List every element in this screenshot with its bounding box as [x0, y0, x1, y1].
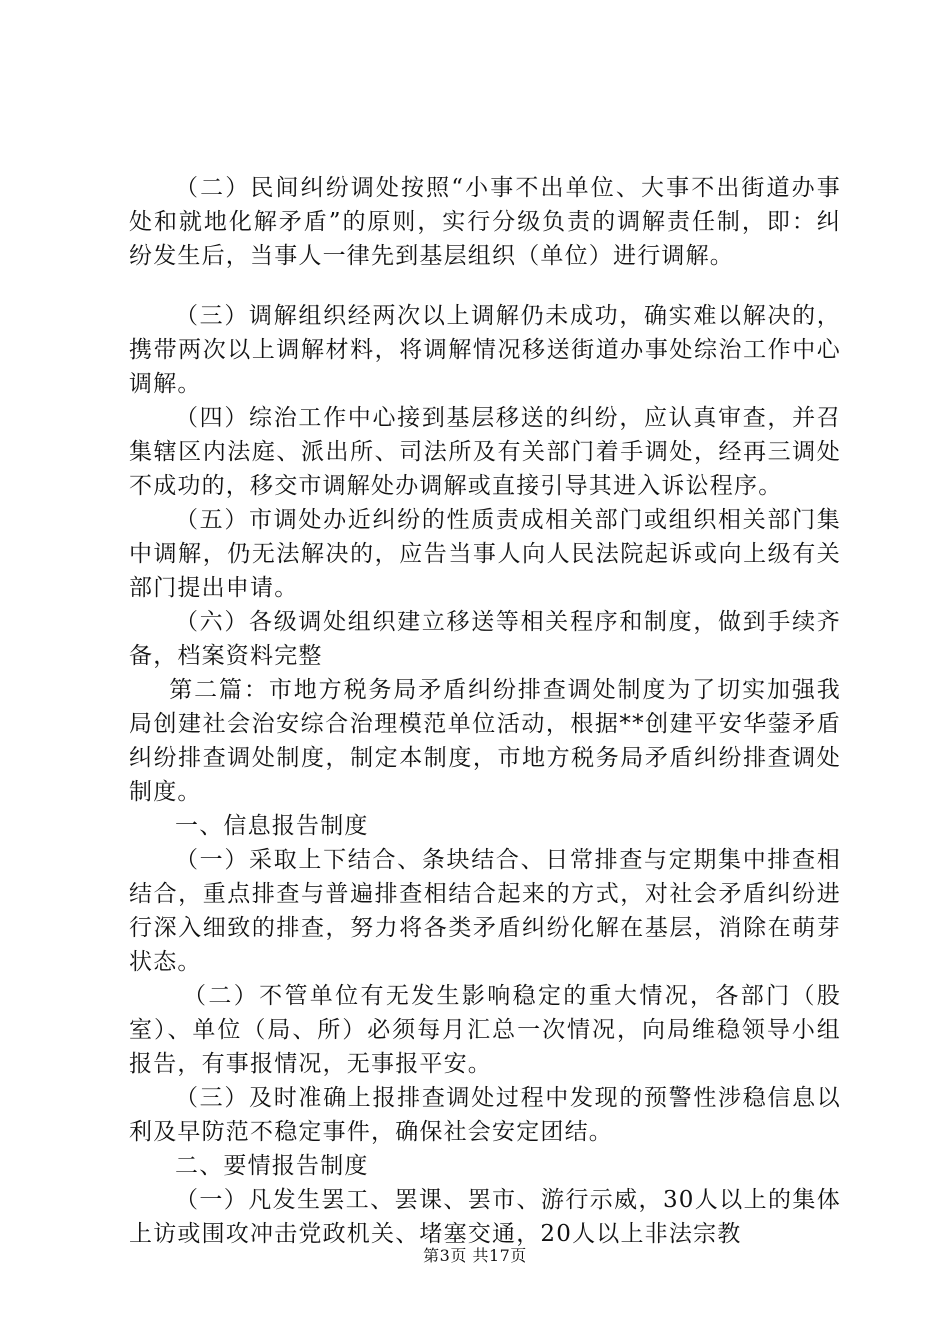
paragraph-3: （三）调解组织经两次以上调解仍未成功，确实难以解决的，携带两次以上调解材料，将调解情况移送街道办事处综治工作中心调解。: [129, 303, 841, 397]
paragraph-2: （二）民间纠纷调处按照“小事不出单位、大事不出街道办事处和就地化解矛盾”的原则，实行分级负责的调解责任制，即：纠纷发生后，当事人一律先到基层组织（单位）进行调解。: [129, 175, 841, 269]
info-report-item-1: （一）采取上下结合、条块结合、日常排查与定期集中排查相结合，重点排查与普遍排查相结合起来的方式，对社会矛盾纠纷进行深入细致的排查，努力将各类矛盾纠纷化解在基层，消除在萌芽状态。: [129, 847, 841, 975]
section-two-intro: 第二篇：市地方税务局矛盾纠纷排查调处制度为了切实加强我局创建社会治安综合治理模范单位活动，根据**创建平安华蓥矛盾纠纷排查调处制度，制定本制度，市地方税务局矛盾纠纷排查调处制度。: [129, 677, 841, 805]
heading-info-report: 一、信息报告制度: [175, 813, 369, 839]
info-report-item-3: （三）及时准确上报排查调处过程中发现的预警性涉稳信息以利及早防范不稳定事件，确保社会安定团结。: [129, 1085, 841, 1145]
info-report-item-2: （二）不管单位有无发生影响稳定的重大情况，各部门（股室）、单位（局、所）必须每月汇总一次情况，向局维稳领导小组报告，有事报情况，无事报平安。: [129, 983, 841, 1077]
paragraph-5: （五）市调处办近纠纷的性质责成相关部门或组织相关部门集中调解，仍无法解决的，应告当事人向人民法院起诉或向上级有关部门提出申请。: [129, 507, 841, 601]
page-number: 第3页 共17页: [423, 1246, 527, 1265]
document-body: [129, 171, 841, 1251]
key-report-item-1: （一）凡发生罢工、罢课、罢市、游行示威，30人以上的集体上访或围攻冲击党政机关、堵塞交通，20人以上非法宗教: [129, 1187, 841, 1247]
paragraph-4: （四）综治工作中心接到基层移送的纠纷，应认真审查，并召集辖区内法庭、派出所、司法所及有关部门着手调处，经再三调处不成功的，移交市调解处办调解或直接引导其进入诉讼程序。: [129, 405, 841, 499]
paragraph-6: （六）各级调处组织建立移送等相关程序和制度，做到手续齐备，档案资料完整: [129, 609, 841, 669]
heading-key-report: 二、要情报告制度: [175, 1153, 369, 1179]
